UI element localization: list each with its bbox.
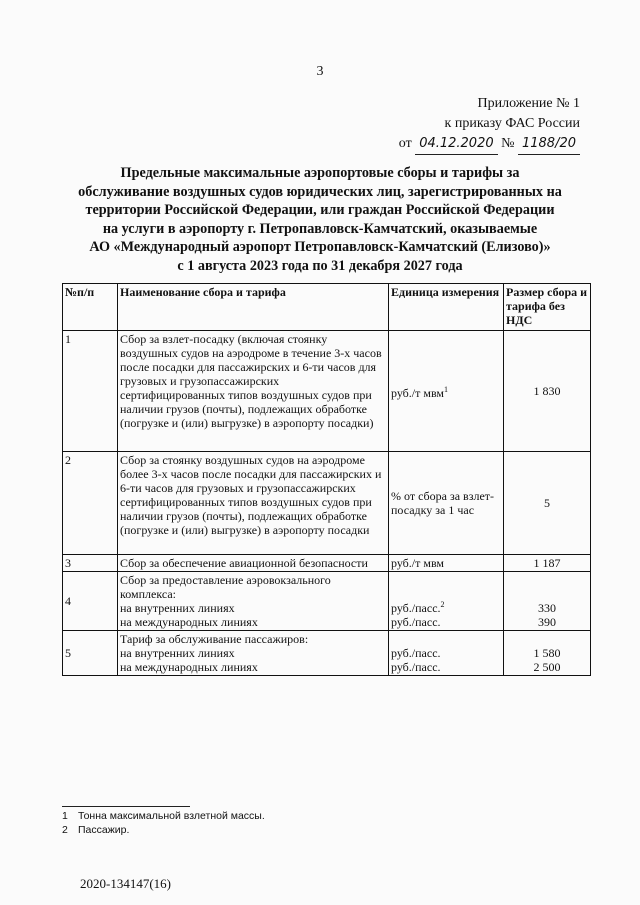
row-name [118, 572, 389, 631]
row-value: 1 187 [504, 555, 591, 572]
row-sub-value: 330 [538, 601, 556, 615]
document-title [40, 164, 600, 275]
table-row [63, 452, 591, 555]
row-unit: руб./т мвм [389, 555, 504, 572]
from-label: от [398, 136, 412, 151]
footnote-text: Тонна максимальной взлетной массы. [78, 810, 265, 822]
table-header-row [63, 284, 591, 331]
row-sub-unit: руб./пасс. [391, 615, 441, 629]
header-num: №п/п [63, 284, 118, 331]
table-row [63, 572, 591, 631]
document-code: 2020-134147(16) [80, 876, 171, 891]
header-name: Наименование сбора и тарифа [118, 284, 389, 331]
unit-text: руб./пасс. [391, 601, 441, 615]
page-number: 3 [316, 64, 324, 79]
row-name [118, 631, 389, 676]
table-row [63, 555, 591, 572]
row-value [504, 631, 591, 676]
footnote-divider [62, 806, 190, 807]
row-sub-unit: руб./пасс. [391, 660, 441, 674]
title-line: территории Российской Федерации, или граждан Российской Федерации [85, 202, 555, 218]
row-name: Сбор за обеспечение авиационной безопасности [118, 555, 389, 572]
header-size: Размер сбора и тарифа без НДС [504, 284, 591, 331]
order-number-handwritten: 1188/20 [518, 134, 580, 155]
title-line: АО «Международный аэропорт Петропавловск-Камчатский (Елизово)» [89, 239, 551, 255]
row-name: Сбор за взлет-посадку (включая стоянку воздушных судов на аэродроме в течение 3-х часов после посадки для пассажирских и 6-ти часов для грузовых и грузопассажирских сертифицированных типов воздушных судов при наличии грузов (почты), подлежащих обработке (погрузке и (или) выгрузке) в аэропорту посадки) [118, 331, 389, 452]
row-unit: % от сбора за взлет-посадку за 1 час [389, 452, 504, 555]
row-sub-label: на международных линиях [120, 615, 258, 629]
row-name-main: Сбор за предоставление аэровокзального комплекса: [120, 573, 331, 601]
row-name-main: Тариф за обслуживание пассажиров: [120, 632, 309, 646]
row-unit [389, 572, 504, 631]
footnote-ref: 1 [444, 384, 449, 394]
row-sub-value: 1 580 [533, 646, 561, 660]
footnote-num: 2 [62, 824, 68, 836]
footnote-text: Пассажир. [78, 824, 130, 836]
table-row [63, 331, 591, 452]
footnote [62, 809, 265, 823]
header-unit: Единица измерения [389, 284, 504, 331]
row-num: 5 [63, 631, 118, 676]
title-line: Предельные максимальные аэропортовые сборы и тарифы за [120, 165, 520, 181]
order-date-handwritten: 04.12.2020 [415, 134, 497, 155]
appendix-order-ref: к приказу ФАС России [444, 116, 580, 131]
number-label: № [501, 136, 515, 151]
unit-text: руб./т мвм [391, 385, 445, 400]
row-num: 1 [63, 331, 118, 452]
footnote [62, 823, 265, 837]
row-value [504, 572, 591, 631]
row-sub-label: на международных линиях [120, 660, 258, 674]
footnote-num: 1 [62, 810, 68, 822]
tariff-table [62, 283, 591, 676]
appendix-title: Приложение № 1 [477, 96, 580, 111]
appendix-order-date-number [399, 134, 580, 155]
row-sub-label: на внутренних линиях [120, 601, 235, 615]
row-value: 1 830 [504, 331, 591, 452]
row-unit [389, 331, 504, 452]
row-sub-unit: руб./пасс. [391, 646, 441, 660]
row-sub-value: 2 500 [533, 660, 561, 674]
row-sub-label: на внутренних линиях [120, 646, 235, 660]
footnotes [62, 809, 265, 837]
row-unit [389, 631, 504, 676]
title-line: обслуживание воздушных судов юридических лиц, зарегистрированных на [78, 183, 562, 200]
title-line: с 1 августа 2023 года по 31 декабря 2027 года [177, 257, 463, 274]
appendix-header [399, 94, 580, 155]
row-value: 5 [504, 452, 591, 555]
row-sub-unit [391, 598, 501, 615]
title-line: на услуги в аэропорту г. Петропавловск-Камчатский, оказываемые [102, 220, 538, 237]
row-num: 2 [63, 452, 118, 555]
row-name: Сбор за стоянку воздушных судов на аэродроме более 3-х часов после посадки для пассажирских и 6-ти часов для грузовых и грузопассажирских сертифицированных типов воздушных судов при наличии грузов (почты), подлежащих обработке (погрузке и (или) выгрузке) в аэропорту посадки [118, 452, 389, 555]
row-num: 3 [63, 555, 118, 572]
footnote-ref: 2 [440, 600, 445, 609]
row-sub-value: 390 [538, 615, 556, 629]
row-num: 4 [63, 572, 118, 631]
table-row [63, 631, 591, 676]
